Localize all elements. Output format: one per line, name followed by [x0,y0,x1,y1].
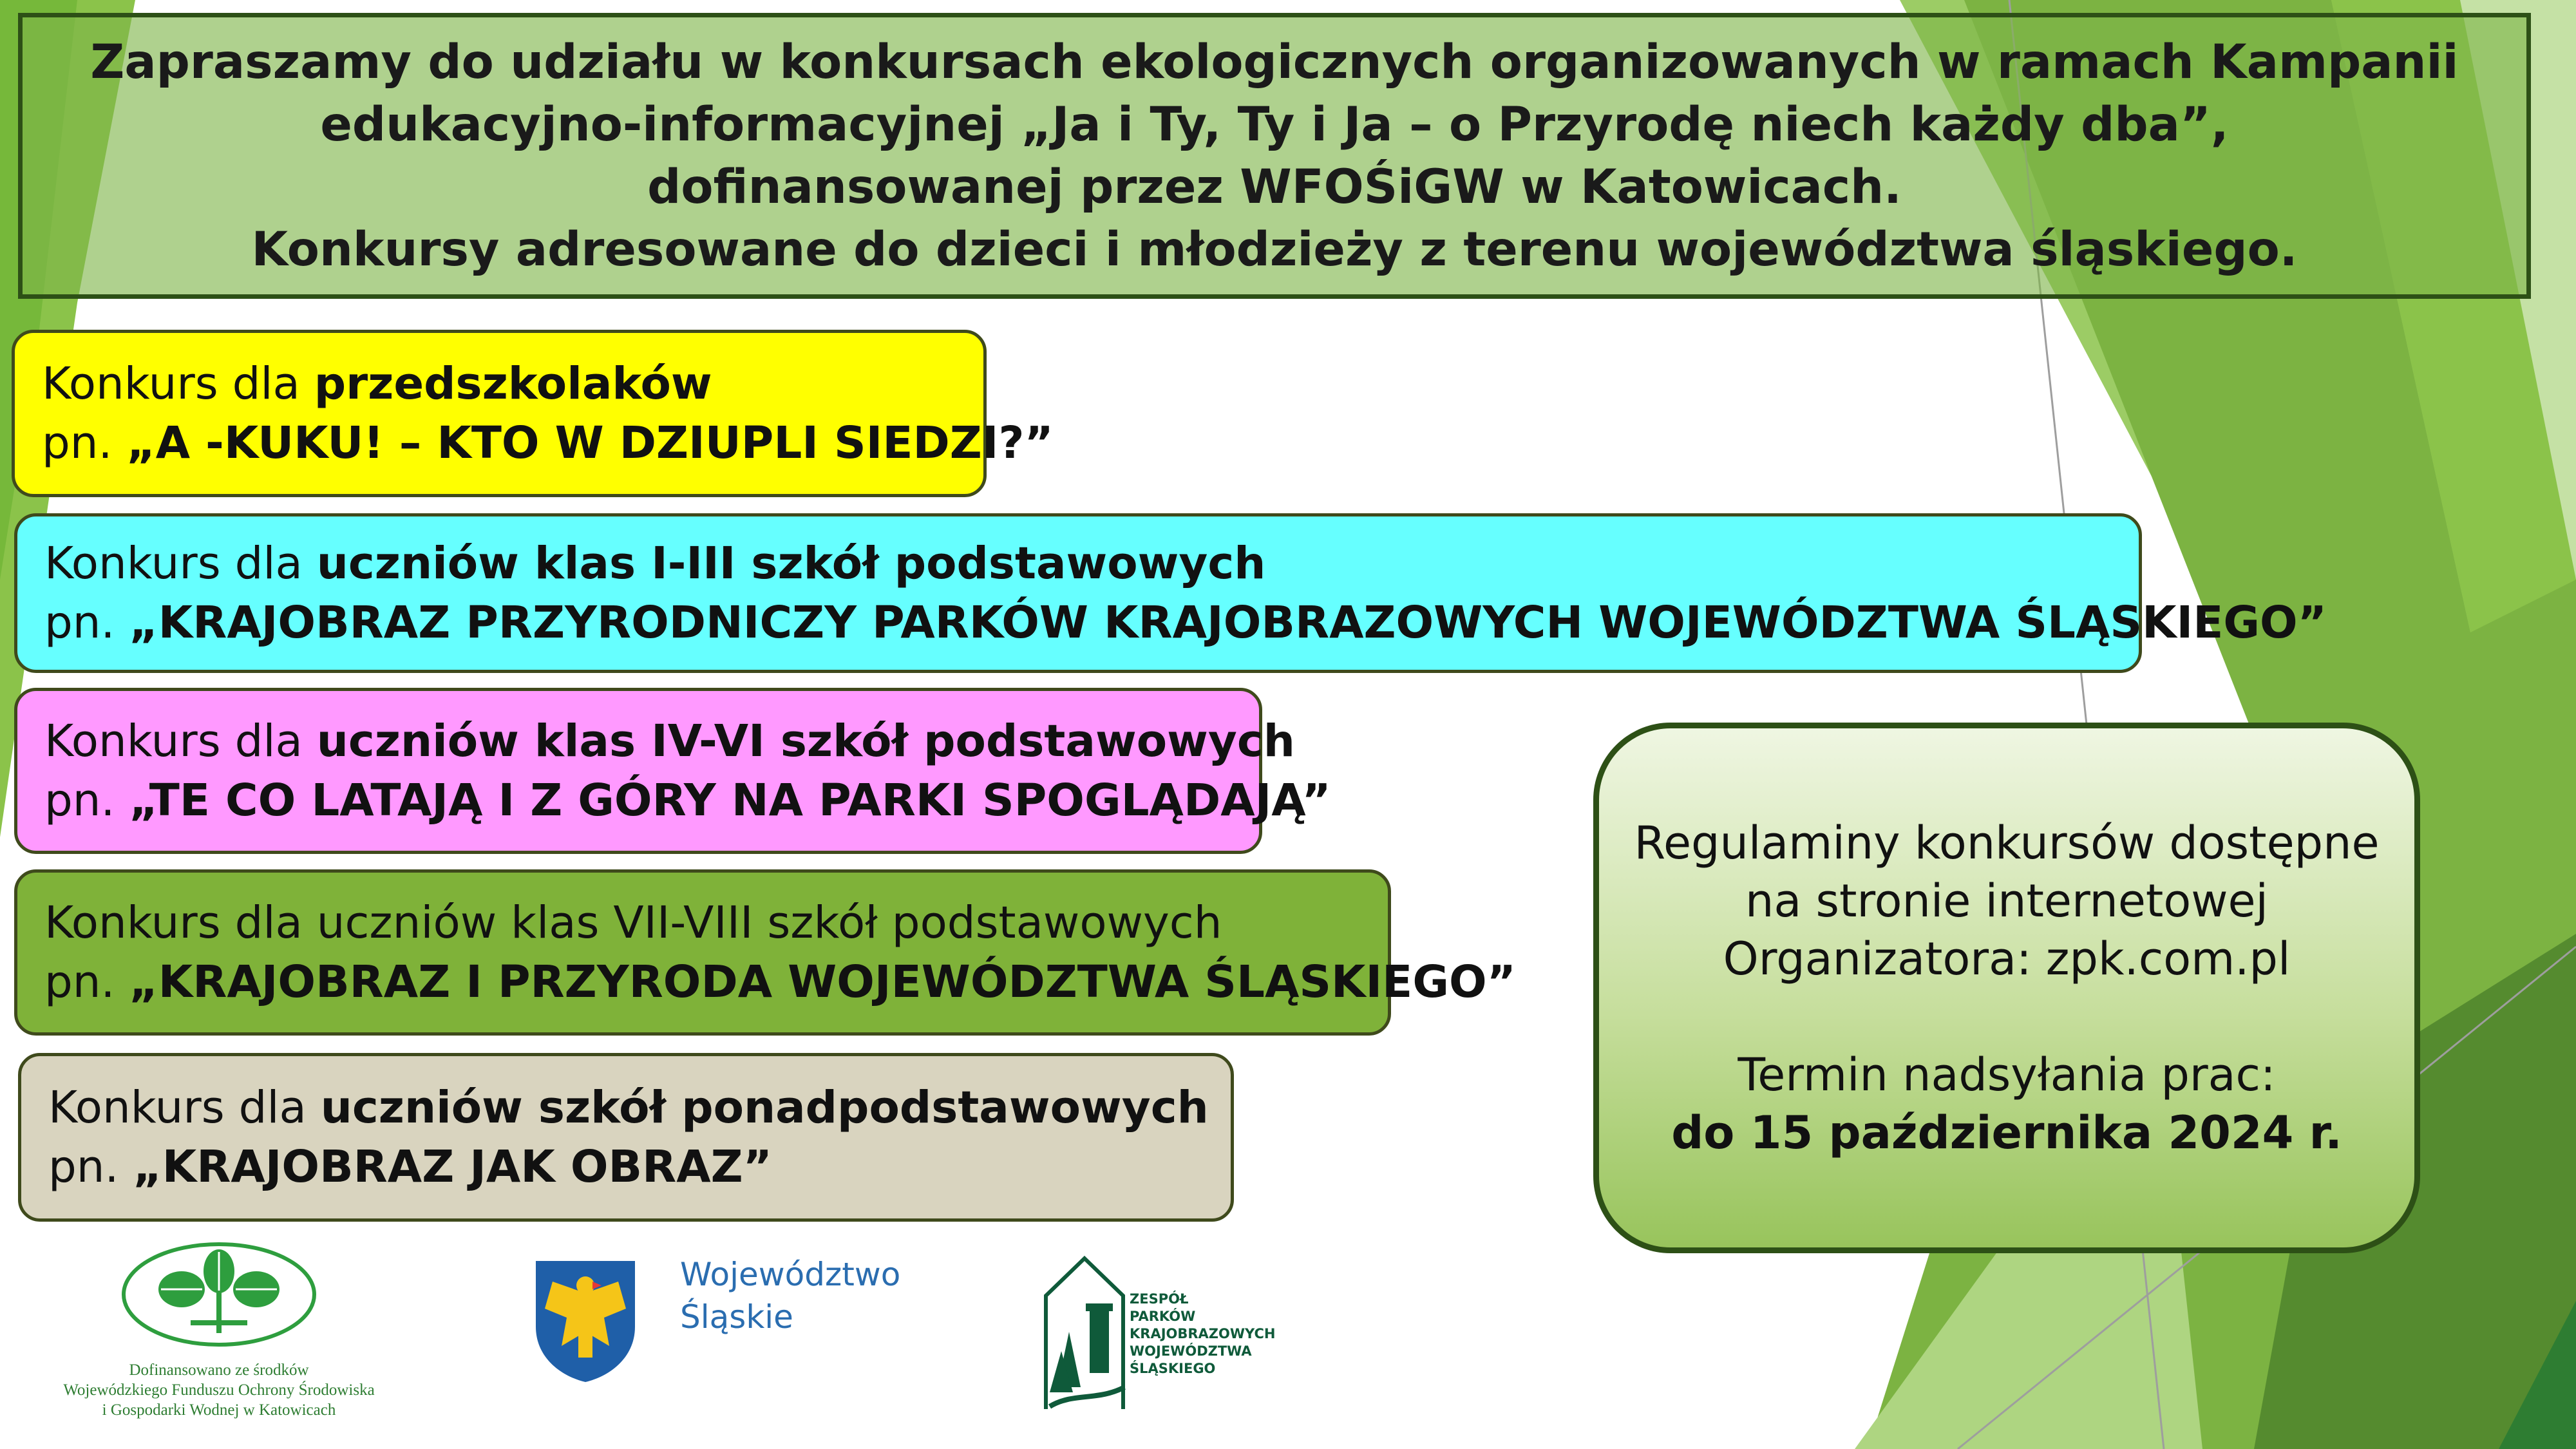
info-panel [1593,723,2420,1253]
wfosigw-caption: Dofinansowano ze środków Wojewódzkiego Funduszu Ochrony Środowiska i Gospodarki Wodnej w Katowicach [63,1361,375,1419]
header-line-3: dofinansowanej przez WFOŚiGW w Katowicach. [647,160,1902,214]
contest-audience-line: Konkurs dla uczniów klas IV-VI szkół podstawowych [44,715,1295,767]
header-line-4: Konkursy adresowane do dzieci i młodzieży z terenu województwa śląskiego. [251,222,2298,277]
deadline-label: Termin nadsyłania prac: [1738,1048,2276,1101]
eagle-shield-icon [531,1256,640,1385]
contest-name-line: pn. „KRAJOBRAZ JAK OBRAZ” [48,1141,772,1193]
info-line-3: Organizatora: zpk.com.pl [1723,933,2291,985]
info-line-1: Regulaminy konkursów dostępne [1634,817,2380,869]
leaves-logo-icon [120,1240,318,1349]
header-banner [18,13,2531,299]
info-line-2: na stronie internetowej [1745,875,2268,927]
contest-audience-line: Konkurs dla uczniów klas VII-VIII szkół podstawowych [44,897,1222,949]
contest-audience-line: Konkurs dla przedszkolaków [42,358,712,410]
contest-box-preschool [12,330,1054,497]
header-line-1: Zapraszamy do udziału w konkursach ekologicznych organizowanych w ramach Kampanii [90,35,2459,90]
wfosigw-logo [32,1236,406,1436]
contest-name-line: pn. „TE CO LATAJĄ I Z GÓRY NA PARKI SPOGLĄDAJĄ” [44,775,1331,826]
contest-box-secondary [18,1053,1234,1222]
wojewodztwo-text: Województwo Śląskie [680,1256,901,1336]
zpk-text: ZESPÓŁ PARKÓW KRAJOBRAZOWYCH WOJEWÓDZTWA ŚLĄSKIEGO [1130,1291,1276,1376]
wojewodztwo-slaskie-logo [528,1249,927,1391]
header-line-2: edukacyjno-informacyjnej „Ja i Ty, Ty i Ja – o Przyrodę niech każdy dba”, [320,97,2229,152]
tower-forest-icon [1041,1255,1128,1416]
contest-audience-line: Konkurs dla uczniów szkół ponadpodstawowych [48,1082,1209,1133]
contest-name-line: pn. „KRAJOBRAZ I PRZYRODA WOJEWÓDZTWA ŚLĄSKIEGO” [44,956,1516,1008]
contest-box-grades-7-8 [14,869,1516,1036]
contest-box-grades-1-3 [14,513,2327,673]
zpk-logo [1041,1255,1311,1416]
contest-name-line: pn. „A -KUKU! – KTO W DZIUPLI SIEDZI?” [42,417,1054,469]
deadline-date: do 15 października 2024 r. [1671,1106,2342,1159]
contest-box-grades-4-6 [14,688,1331,854]
contest-audience-line: Konkurs dla uczniów klas I-III szkół podstawowych [44,538,1266,589]
contest-name-line: pn. „KRAJOBRAZ PRZYRODNICZY PARKÓW KRAJOBRAZOWYCH WOJEWÓDZTWA ŚLĄSKIEGO” [44,597,2327,649]
